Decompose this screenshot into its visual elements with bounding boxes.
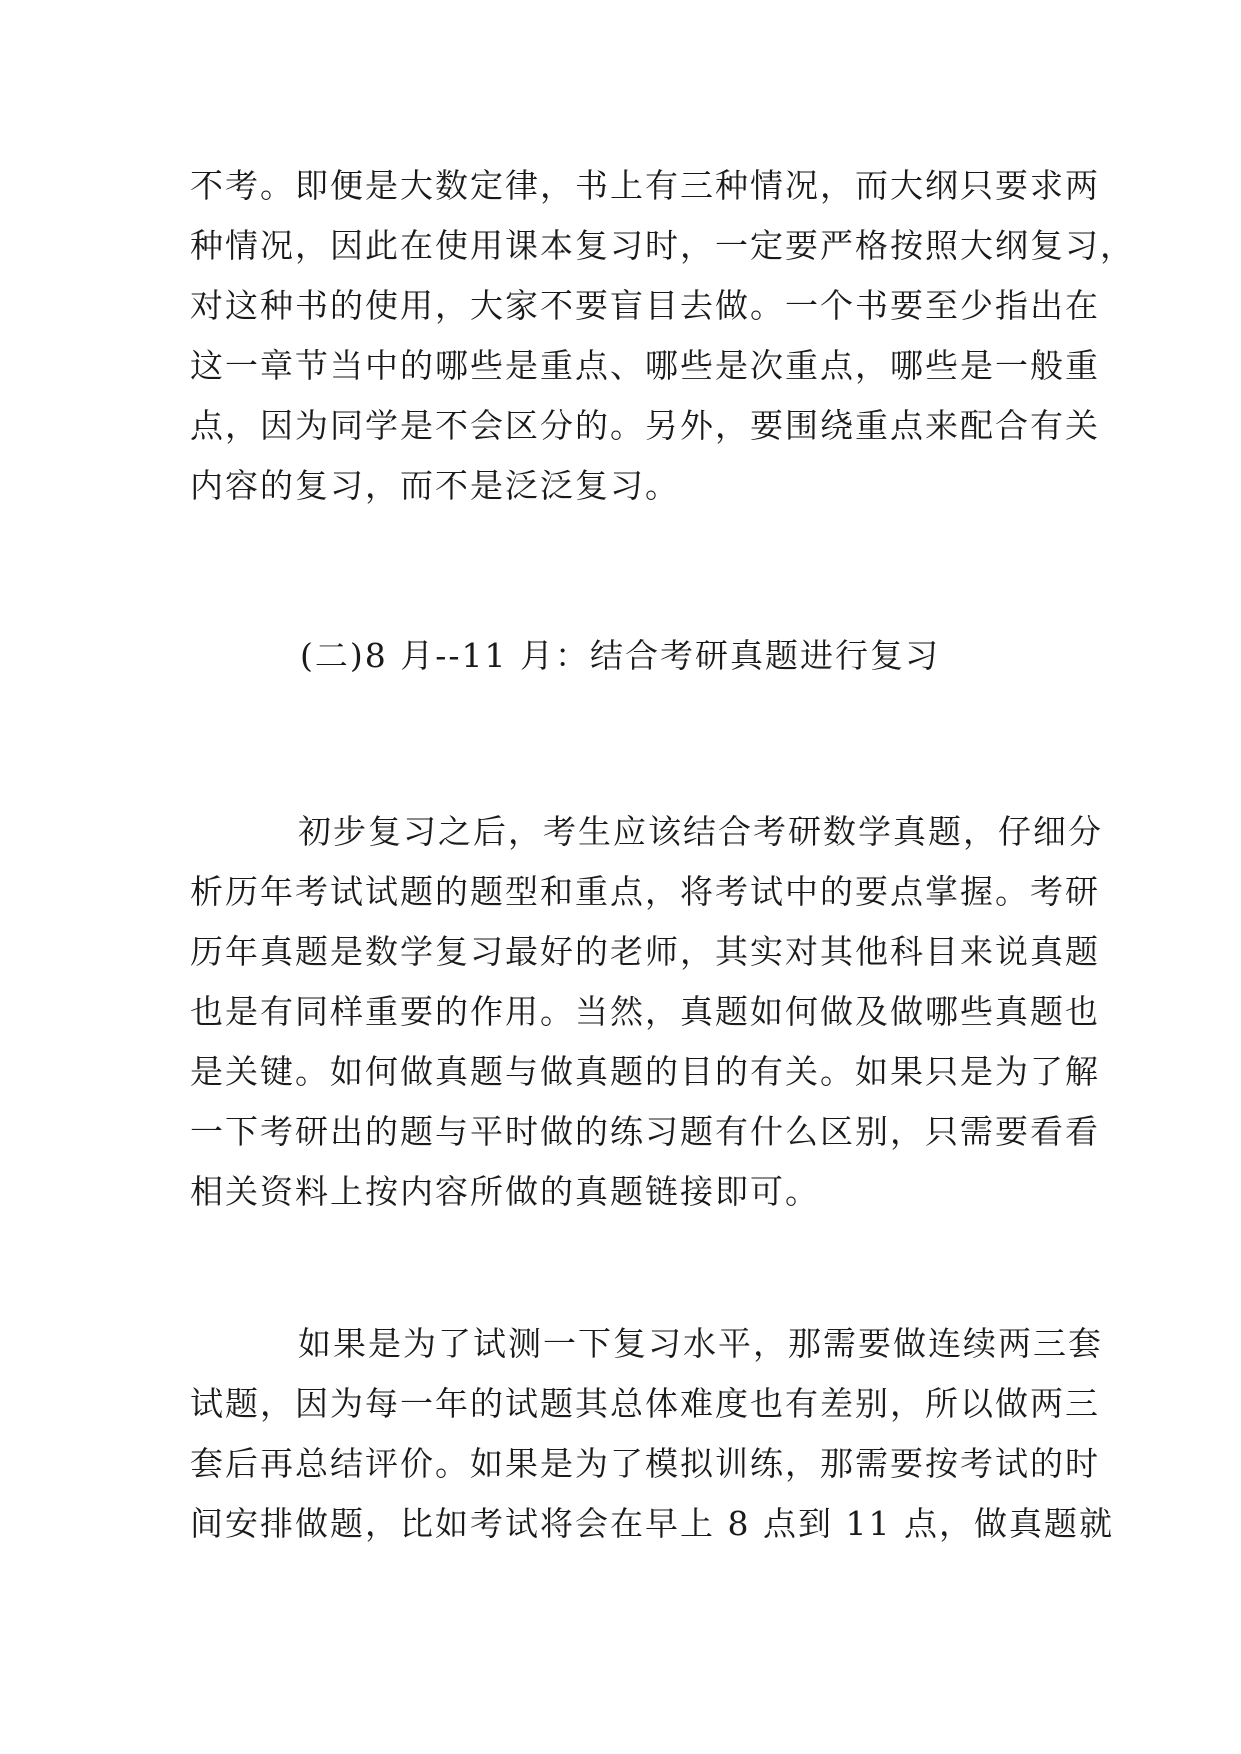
paragraph-3-line: 间安排做题，比如考试将会在早上 8 点到 11 点，做真题就	[190, 1504, 1114, 1543]
section-heading: (二)8 月--11 月：结合考研真题进行复习	[300, 636, 941, 675]
paragraph-3-line: 套后再总结评价。如果是为了模拟训练，那需要按考试的时	[190, 1444, 1100, 1483]
paragraph-3-line: 如果是为了试测一下复习水平，那需要做连续两三套	[298, 1324, 1103, 1363]
paragraph-1-line: 不考。即便是大数定律，书上有三种情况，而大纲只要求两	[190, 166, 1100, 205]
paragraph-2-line: 是关键。如何做真题与做真题的目的有关。如果只是为了解	[190, 1052, 1100, 1091]
paragraph-2-line: 一下考研出的题与平时做的练习题有什么区别，只需要看看	[190, 1112, 1100, 1151]
paragraph-1-line: 这一章节当中的哪些是重点、哪些是次重点，哪些是一般重	[190, 346, 1100, 385]
paragraph-1-line: 内容的复习，而不是泛泛复习。	[190, 466, 680, 505]
paragraph-1-line: 点，因为同学是不会区分的。另外，要围绕重点来配合有关	[190, 406, 1100, 445]
paragraph-2-line: 相关资料上按内容所做的真题链接即可。	[190, 1172, 820, 1211]
paragraph-1	[190, 156, 1135, 516]
paragraph-1-line: 对这种书的使用，大家不要盲目去做。一个书要至少指出在	[190, 286, 1100, 325]
paragraph-3-line: 试题，因为每一年的试题其总体难度也有差别，所以做两三	[190, 1384, 1100, 1423]
paragraph-3	[190, 1314, 1114, 1554]
paragraph-2-line: 析历年考试试题的题型和重点，将考试中的要点掌握。考研	[190, 872, 1100, 911]
paragraph-1-line: 种情况，因此在使用课本复习时，一定要严格按照大纲复习，	[190, 226, 1135, 265]
paragraph-2-line: 初步复习之后，考生应该结合考研数学真题，仔细分	[298, 812, 1103, 851]
paragraph-2-line: 历年真题是数学复习最好的老师，其实对其他科目来说真题	[190, 932, 1100, 971]
paragraph-2-line: 也是有同样重要的作用。当然，真题如何做及做哪些真题也	[190, 992, 1100, 1031]
paragraph-2	[190, 802, 1103, 1222]
